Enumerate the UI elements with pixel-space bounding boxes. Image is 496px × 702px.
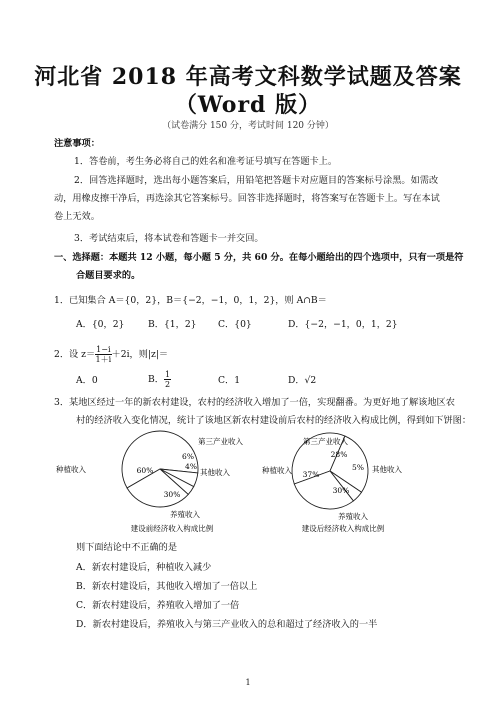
q3-option-c: C．新农村建设后，养殖收入增加了一倍 xyxy=(76,600,240,611)
question-2-stem xyxy=(54,345,168,364)
q2-frac-denominator: 1＋i xyxy=(95,355,112,364)
q3-option-a: A．新农村建设后，种植收入减少 xyxy=(76,562,212,573)
q2-frac-numerator: 1−i xyxy=(96,345,111,354)
notes-heading: 注意事项： xyxy=(54,138,100,149)
q1-option-a: A．{0，2} xyxy=(76,319,125,330)
doc-title-format: （Word 版） xyxy=(174,92,322,118)
q2-option-c: C．1 xyxy=(218,375,241,386)
pie-before-pct-label-1: 60% xyxy=(136,466,154,475)
doc-subtitle: （试卷满分 150 分，考试时间 120 分钟） xyxy=(162,121,334,131)
q1-option-c: C．{0} xyxy=(218,319,252,330)
pie-before-name-label-1: 种植收入 xyxy=(56,465,86,474)
question-3-stem-cont: 村的经济收入变化情况，统计了该地区新农村建设前后农村的经济收入构成比例，得到如下饼图： xyxy=(76,415,472,426)
section-heading-cont: 合题目要求的。 xyxy=(76,270,141,281)
q2-option-b xyxy=(148,370,171,389)
pie-before-name-label-3: 其他收入 xyxy=(200,468,230,477)
q3-option-b: B．新农村建设后，其他收入增加了一倍以上 xyxy=(76,581,258,592)
pie-after-pct-label-4: 30% xyxy=(332,486,350,495)
pie-before-pct-label-2: 6% xyxy=(182,452,194,461)
q2-option-a: A．0 xyxy=(76,375,98,386)
section-heading: 一、选择题：本题共 12 小题，每小题 5 分，共 60 分。在每小题给出的四个选项中，只有一项是符 xyxy=(54,252,464,263)
pie-chart-before xyxy=(56,431,243,533)
note-item-1: 1．答卷前，考生务必将自己的姓名和准考证号填写在答题卡上。 xyxy=(74,156,338,167)
pie-after-caption: 建设后经济收入构成比例 xyxy=(301,524,385,533)
pie-before-name-label-2: 第三产业收入 xyxy=(198,437,243,446)
pie-before-caption: 建设前经济收入构成比例 xyxy=(130,524,214,533)
pie-after-pct-label-3: 5% xyxy=(352,463,364,472)
pie-charts-figure xyxy=(0,425,496,540)
question-3-prompt: 则下面结论中不正确的是 xyxy=(76,542,178,553)
q2-option-b-label: B． xyxy=(148,374,164,385)
q1-option-b: B．{1，2} xyxy=(148,319,197,330)
pie-before-name-label-4: 养殖收入 xyxy=(170,510,200,519)
q2-b-numerator: 1 xyxy=(164,370,171,379)
question-1-stem: 1．已知集合 A＝{0，2}，B＝{−2，−1，0，1，2}，则 A∩B＝ xyxy=(54,295,327,306)
q2-option-b-fraction xyxy=(164,370,171,389)
q3-option-d: D．新农村建设后，养殖收入与第三产业收入的总和超过了经济收入的一半 xyxy=(76,619,378,630)
q2-suffix: ＋2i，则|z|＝ xyxy=(111,349,169,360)
pie-after-name-label-4: 养殖收入 xyxy=(338,512,368,521)
page-number: 1 xyxy=(245,678,251,687)
q1-option-d: D．{−2，−1，0，1，2} xyxy=(288,319,398,330)
q2-fraction xyxy=(95,345,111,364)
note-item-2: 2．回答选择题时，选出每小题答案后，用铅笔把答题卡对应题目的答案标号涂黑。如需改动，用橡皮擦干净后，再选涂其它答案标号。回答非选择题时，将答案写在答题卡上。写在本试卷上无效。 xyxy=(54,175,440,222)
pie-chart-after xyxy=(262,433,402,533)
pie-after-name-label-1: 种植收入 xyxy=(262,466,292,475)
question-3-stem: 3．某地区经过一年的新农村建设，农村的经济收入增加了一倍，实现翻番。为更好地了解该地区农 xyxy=(54,397,455,408)
note-item-3: 3．考试结束后，将本试卷和答题卡一并交回。 xyxy=(74,233,264,244)
pie-after-pct-label-1: 37% xyxy=(302,470,320,479)
pie-after-name-label-3: 其他收入 xyxy=(372,465,402,474)
doc-title: 河北省 2018 年高考文科数学试题及答案 xyxy=(34,64,462,90)
pie-before-pct-label-4: 30% xyxy=(163,490,181,499)
pie-before-pct-label-3: 4% xyxy=(185,462,197,471)
q2-prefix: 2．设 z＝ xyxy=(54,349,96,360)
q2-b-denominator: 2 xyxy=(164,380,171,389)
q2-option-d: D．√2 xyxy=(288,375,317,386)
pie-after-pct-label-2: 28% xyxy=(330,450,348,459)
pie-after-name-label-2: 第三产业收入 xyxy=(303,437,348,446)
